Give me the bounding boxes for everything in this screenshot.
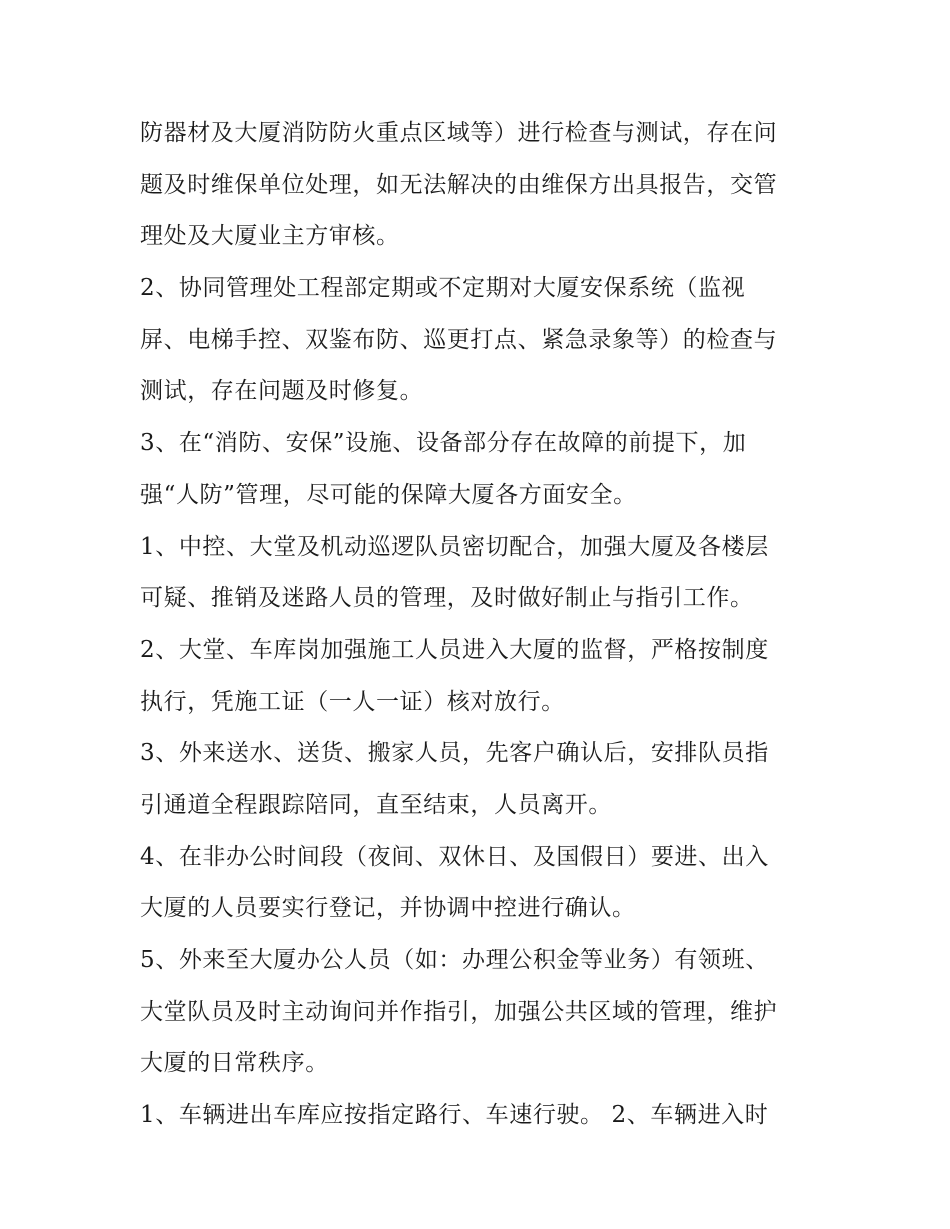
text-line: 大厦的日常秩序。 (140, 1050, 329, 1077)
text-line: 2、大堂、车库岗加强施工人员进入大厦的监督，严格按制度 (140, 636, 769, 663)
text-line: 题及时维保单位处理，如无法解决的由维保方出具报告，交管 (140, 171, 778, 198)
text-line: 3、外来送水、送货、搬家人员，先客户确认后，安排队员指 (140, 740, 769, 767)
text-line: 4、在非办公时间段（夜间、双休日、及国假日）要进、出入 (140, 843, 769, 870)
text-line: 可疑、推销及迷路人员的管理，及时做好制止与指引工作。 (140, 585, 754, 612)
text-line: 5、外来至大厦办公人员（如：办理公积金等业务）有领班、 (140, 947, 769, 973)
text-line: 1、车辆进出车库应按指定路行、车速行驶。 2、车辆进入时 (140, 1102, 769, 1129)
text-line: 引通道全程跟踪陪同，直至结束，人员离开。 (140, 791, 612, 818)
document-body (140, 108, 830, 1142)
text-line: 大厦的人员要实行登记，并协调中控进行确认。 (140, 895, 636, 922)
text-line: 3、在“消防、安保”设施、设备部分存在故障的前提下，加 (140, 430, 747, 457)
text-line: 大堂队员及时主动询问并作指引，加强公共区域的管理，维护 (140, 998, 778, 1025)
text-line: 1、中控、大堂及机动巡逻队员密切配合，加强大厦及各楼层 (140, 533, 769, 560)
text-line: 2、协同管理处工程部定期或不定期对大厦安保系统（监视 (140, 275, 746, 302)
text-line: 理处及大厦业主方审核。 (140, 223, 400, 250)
text-line: 防器材及大厦消防防火重点区域等）进行检查与测试，存在问 (140, 120, 778, 146)
text-line: 屏、电梯手控、双鉴布防、巡更打点、紧急录象等）的检查与 (140, 326, 778, 353)
text-line: 强“人防”管理，尽可能的保障大厦各方面安全。 (140, 481, 637, 508)
text-line: 执行，凭施工证（一人一证）核对放行。 (140, 688, 565, 715)
text-line: 测试，存在问题及时修复。 (140, 378, 424, 405)
